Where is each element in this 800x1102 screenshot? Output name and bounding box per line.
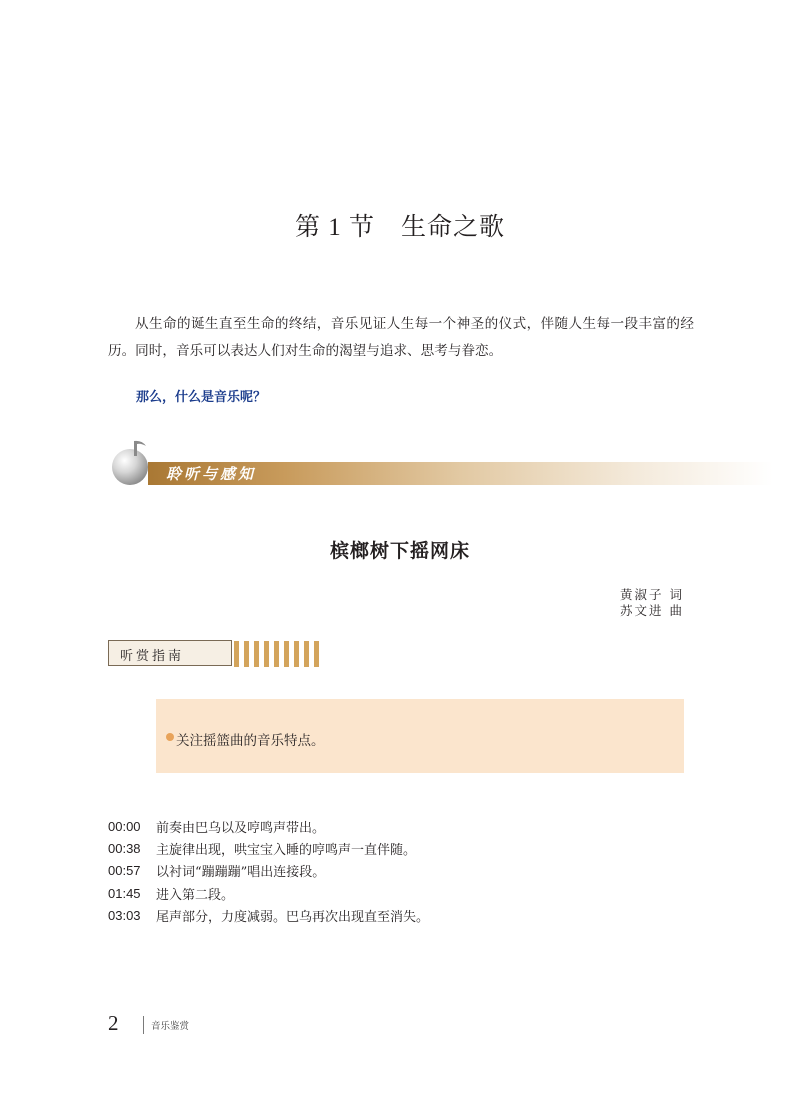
- timeline-time: 01:45: [108, 885, 141, 901]
- section-title: [0, 207, 800, 243]
- timeline-time: 03:03: [108, 908, 141, 924]
- timeline-row: [108, 905, 429, 927]
- timeline-row: [108, 882, 429, 904]
- timeline-time: 00:38: [108, 841, 141, 857]
- song-title: 槟榔树下摇网床: [329, 540, 470, 562]
- timeline-row: [108, 837, 429, 859]
- section-name: 生命之歌: [401, 212, 506, 241]
- timeline-desc: 前奏由巴乌以及哼鸣声带出。: [156, 820, 326, 836]
- guide-stripes: [234, 641, 330, 667]
- timeline-desc: 以衬词“蹦蹦蹦”唱出连接段。: [156, 865, 326, 881]
- music-note-icon: [130, 438, 152, 462]
- book-name: 音乐鉴赏: [151, 1021, 190, 1032]
- composer-credit: 苏文进 曲: [620, 603, 684, 618]
- timeline-desc: 主旋律出现，哄宝宝入睡的哼鸣声一直伴随。: [156, 843, 417, 859]
- section-number: 第 1 节: [294, 214, 375, 241]
- timeline-desc: 尾声部分，力度减弱。巴乌再次出现直至消失。: [156, 910, 430, 926]
- timeline: [108, 815, 429, 927]
- question-text: 那么，什么是音乐呢？: [136, 390, 267, 405]
- timeline-time: 00:00: [108, 818, 141, 834]
- lyricist-credit: 黄淑子 词: [620, 587, 684, 602]
- timeline-row: [108, 860, 429, 882]
- timeline-row: [108, 815, 429, 837]
- timeline-time: 00:57: [108, 863, 141, 879]
- footer-divider: [143, 1016, 144, 1034]
- guide-item: 关注摇篮曲的音乐特点。: [176, 733, 325, 749]
- page-number: 2: [108, 1011, 119, 1035]
- bullet-dot-icon: [166, 733, 174, 741]
- guide-tag-label: 听赏指南: [120, 649, 185, 664]
- banner-label: 聆听与感知: [166, 465, 257, 483]
- intro-paragraph: 从生命的诞生直至生命的终结，音乐见证人生每一个神圣的仪式，伴随人生每一段丰富的经历。同时，音乐可以表达人们对生命的渴望与追求、思考与眷恋。: [108, 316, 694, 359]
- timeline-desc: 进入第二段。: [156, 887, 235, 903]
